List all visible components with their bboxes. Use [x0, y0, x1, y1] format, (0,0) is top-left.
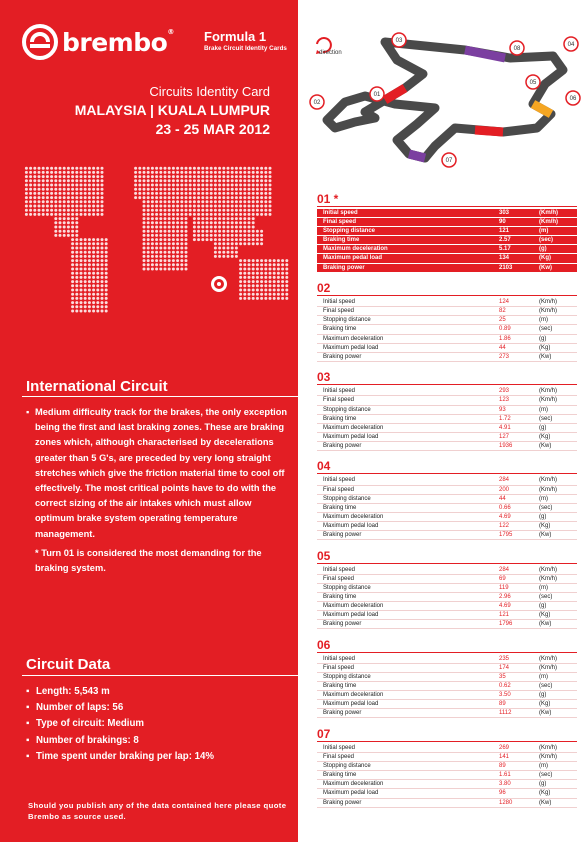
turn-marker [392, 33, 406, 47]
circuit-data-item: ▪ Length: 5,543 m [26, 684, 214, 700]
turn-title: 04 [317, 459, 331, 474]
row-value: 124 [499, 299, 510, 306]
row-value: 5.17 [499, 246, 511, 253]
row-label: Braking power [323, 710, 362, 717]
row-value: 1.61 [499, 772, 511, 779]
row-value: 90 [499, 219, 506, 226]
row-label: Stopping distance [323, 495, 371, 502]
row-unit: (sec) [539, 326, 553, 333]
bullet-icon: ▪ [26, 702, 30, 714]
location-pin-icon [211, 276, 227, 292]
row-unit: (Kw) [539, 710, 552, 717]
table-row [317, 762, 577, 771]
table-row [317, 753, 577, 762]
table-row [317, 673, 577, 682]
circuit-note: * Turn 01 is considered the most demanding for the braking system. [35, 548, 262, 574]
brembo-logo-icon [22, 24, 58, 60]
row-label: Stopping distance [323, 406, 371, 413]
row-value: 4.69 [499, 603, 511, 609]
turn-table [317, 727, 577, 808]
row-label: Maximum pedal load [323, 790, 379, 797]
table-row [317, 700, 577, 709]
row-label: Maximum pedal load [323, 612, 379, 619]
turn-marker-label: 08 [513, 46, 521, 53]
row-value: 44 [499, 344, 506, 351]
row-value: 174 [499, 664, 510, 671]
table-row [317, 387, 577, 396]
row-unit: (Kg) [539, 522, 551, 529]
table-row [317, 476, 577, 485]
row-label: Braking power [323, 799, 362, 806]
row-value: 93 [499, 406, 506, 413]
row-value: 1112 [499, 710, 512, 717]
table-row [317, 344, 577, 353]
row-label: Stopping distance [323, 673, 371, 680]
row-value: 0.89 [499, 326, 511, 333]
braking-zone-4 [409, 154, 425, 158]
row-label: Braking power [323, 442, 362, 449]
row-unit: (Km/h) [539, 299, 557, 306]
row-unit: (Km/h) [539, 566, 557, 573]
row-unit: (g) [539, 246, 547, 253]
row-label: Braking time [323, 772, 357, 779]
row-value: 284 [499, 566, 510, 573]
row-label: Maximum deceleration [323, 246, 388, 253]
table-row [317, 780, 577, 789]
row-label: Stopping distance [323, 763, 371, 770]
row-unit: (g) [539, 424, 547, 431]
row-value: 293 [499, 388, 510, 395]
row-unit: (sec) [539, 415, 553, 422]
world-map [14, 160, 294, 340]
row-value: 141 [499, 754, 510, 761]
row-value: 284 [499, 477, 510, 484]
row-unit: (Km/h) [539, 388, 557, 395]
table-row [317, 236, 577, 245]
table-row [317, 513, 577, 522]
row-unit: (Kw) [539, 264, 552, 271]
row-label: Braking time [323, 326, 357, 333]
row-label: Braking time [323, 237, 360, 244]
row-value: 134 [499, 255, 510, 262]
row-unit: (m) [539, 495, 548, 502]
table-row [317, 655, 577, 664]
row-value: 0.62 [499, 683, 511, 690]
row-label: Final speed [323, 397, 355, 404]
table-row [317, 264, 577, 273]
row-unit: (Km/h) [539, 664, 557, 671]
row-unit: (Km/h) [539, 655, 557, 662]
table-row [317, 593, 577, 602]
turn-table [317, 370, 577, 451]
row-label: Braking time [323, 683, 357, 690]
table-row [317, 789, 577, 798]
row-value: 121 [499, 228, 510, 235]
turn-title: 01 * [317, 192, 339, 206]
turn-title: 05 [317, 548, 331, 563]
table-row [317, 575, 577, 584]
row-unit: (g) [539, 781, 547, 788]
row-value: 69 [499, 575, 506, 582]
table-row [317, 522, 577, 531]
row-unit: (Km/h) [539, 754, 557, 761]
turn-title: 02 [317, 281, 331, 296]
direction-indicator [316, 38, 342, 56]
row-value: 2103 [499, 264, 513, 271]
series-title: Formula 1 [204, 29, 267, 44]
brand-name: brembo® [62, 27, 174, 57]
row-label: Braking time [323, 504, 357, 511]
table-row [317, 396, 577, 405]
circuit-data-divider [22, 675, 298, 676]
braking-zone-3 [533, 104, 551, 114]
row-unit: (g) [539, 603, 547, 609]
turn-table [317, 638, 577, 719]
table-row [317, 620, 577, 629]
circuit-data-item: ▪ Time spent under braking per lap: 14% [26, 749, 214, 765]
row-unit: (Km/h) [539, 210, 558, 216]
table-row [317, 325, 577, 334]
table-row [317, 307, 577, 316]
table-row [317, 209, 577, 218]
turn-divider [317, 741, 577, 742]
table-row [317, 335, 577, 344]
row-unit: (Kg) [539, 701, 551, 708]
row-unit: (m) [539, 406, 548, 413]
turn-marker [442, 153, 456, 167]
circuit-description-text: Medium difficulty track for the brakes, the only exception being the first and last braking zones. These are braking zones which, although characterised by decelerations greater than 5 G's, are preceded by very long straight stretches which give the friction material time to cool off effectively. The most critical points have to do with the correct sizing of the air intakes which must allow optimum brake system operating temperature management. [35, 407, 288, 539]
row-label: Final speed [323, 664, 355, 671]
row-value: 1795 [499, 532, 513, 539]
row-unit: (g) [539, 335, 547, 342]
row-value: 122 [499, 522, 510, 529]
publication-notice: Should you publish any of the data contained here please quote Brembo as source used. [28, 801, 287, 821]
row-value: 35 [499, 673, 506, 680]
row-unit: (Kg) [539, 612, 551, 619]
row-value: 89 [499, 763, 506, 770]
row-value: 2.57 [499, 237, 511, 244]
table-row [317, 353, 577, 362]
table-row [317, 566, 577, 575]
row-unit: (m) [539, 228, 549, 235]
row-label: Maximum deceleration [323, 335, 384, 342]
row-label: Initial speed [323, 744, 356, 751]
circuit-data-item: ▪ Number of laps: 56 [26, 700, 214, 716]
row-unit: (sec) [539, 504, 553, 511]
turn-marker [564, 37, 578, 51]
row-unit: (Kw) [539, 442, 552, 449]
bullet-icon: ▪ [26, 407, 30, 417]
table-row [317, 406, 577, 415]
row-label: Maximum deceleration [323, 603, 384, 609]
turn-divider [317, 563, 577, 564]
table-row [317, 664, 577, 673]
row-unit: (sec) [539, 237, 554, 244]
table-row [317, 691, 577, 700]
row-label: Final speed [323, 575, 355, 582]
row-unit: (m) [539, 673, 548, 680]
row-label: Initial speed [323, 388, 356, 395]
row-label: Initial speed [323, 210, 358, 216]
row-value: 89 [499, 701, 506, 708]
row-unit: (Km/h) [539, 575, 557, 582]
row-value: 1.72 [499, 415, 511, 422]
row-label: Maximum deceleration [323, 424, 384, 431]
table-row [317, 298, 577, 307]
circuit-data-list [26, 684, 214, 765]
row-value: 2.96 [499, 593, 511, 600]
row-label: Final speed [323, 754, 355, 761]
bullet-icon: ▪ [26, 718, 30, 730]
track-outline [327, 42, 563, 158]
row-value: 269 [499, 744, 510, 751]
turn-divider [317, 652, 577, 653]
row-value: 119 [499, 584, 509, 591]
row-value: 121 [499, 612, 510, 619]
circuit-data-heading: Circuit Data [26, 656, 111, 673]
turn-marker [370, 87, 384, 101]
row-unit: (Kw) [539, 621, 552, 628]
row-value: 1796 [499, 621, 513, 628]
bullet-icon: ▪ [26, 734, 30, 746]
turn-divider [317, 384, 577, 385]
row-value: 44 [499, 495, 506, 502]
row-unit: (m) [539, 763, 548, 770]
row-label: Stopping distance [323, 228, 376, 235]
row-value: 273 [499, 353, 510, 360]
table-row [317, 245, 577, 254]
row-value: 96 [499, 790, 506, 797]
turn-title: 07 [317, 726, 331, 741]
row-label: Braking power [323, 621, 362, 628]
turn-marker-label: 03 [395, 38, 403, 45]
row-label: Stopping distance [323, 584, 371, 591]
row-value: 4.69 [499, 513, 511, 520]
turn-title: 03 [317, 370, 331, 385]
table-row [317, 486, 577, 495]
row-label: Initial speed [323, 299, 356, 306]
row-label: Braking power [323, 264, 365, 271]
braking-zone-5 [475, 130, 503, 132]
row-label: Braking time [323, 593, 357, 600]
row-value: 1936 [499, 442, 513, 449]
row-unit: (g) [539, 692, 547, 699]
turn-marker-label: 06 [569, 96, 577, 103]
row-label: Final speed [323, 219, 357, 226]
row-unit: (sec) [539, 772, 553, 779]
row-unit: (Km/h) [539, 744, 557, 751]
row-label: Initial speed [323, 566, 356, 573]
turn-marker [310, 95, 324, 109]
row-label: Maximum deceleration [323, 513, 384, 520]
table-row [317, 744, 577, 753]
row-unit: (sec) [539, 593, 553, 600]
table-row [317, 495, 577, 504]
table-row [317, 433, 577, 442]
card-dates: 23 - 25 MAR 2012 [155, 121, 270, 137]
turn-marker-label: 01 [373, 92, 381, 99]
row-label: Maximum pedal load [323, 433, 379, 440]
turn-table [317, 281, 577, 362]
row-value: 82 [499, 308, 506, 315]
turn-tables [317, 192, 577, 816]
row-unit: (g) [539, 513, 547, 520]
row-value: 1.86 [499, 335, 511, 342]
row-unit: (Km/h) [539, 219, 558, 226]
row-unit: (Kg) [539, 344, 551, 351]
row-value: 3.50 [499, 692, 511, 699]
table-row [317, 584, 577, 593]
table-row [317, 611, 577, 620]
row-label: Maximum pedal load [323, 344, 379, 351]
series-subtitle: Brake Circuit Identity Cards [204, 45, 287, 52]
table-row [317, 799, 577, 808]
row-value: 1280 [499, 799, 513, 806]
circuit-data-item: ▪ Number of brakings: 8 [26, 733, 214, 749]
turn-marker [510, 41, 524, 55]
row-unit: (Kw) [539, 532, 552, 539]
table-row [317, 771, 577, 780]
card-heading [0, 84, 270, 137]
turn-marker [526, 75, 540, 89]
circuit-data-item: ▪ Type of circuit: Medium [26, 716, 214, 732]
row-label: Initial speed [323, 655, 356, 662]
table-row [317, 682, 577, 691]
row-label: Maximum pedal load [323, 522, 379, 529]
row-label: Final speed [323, 486, 355, 493]
row-unit: (Kg) [539, 433, 551, 440]
row-value: 303 [499, 210, 510, 216]
row-value: 123 [499, 397, 510, 404]
table-row [317, 218, 577, 227]
table-row [317, 424, 577, 433]
turn-divider [317, 206, 577, 207]
table-row [317, 602, 577, 611]
row-label: Maximum deceleration [323, 692, 384, 699]
turn-table [317, 459, 577, 540]
turn-divider [317, 473, 577, 474]
table-row [317, 227, 577, 236]
turn-marker-label: 07 [445, 158, 453, 165]
turn-title: 06 [317, 637, 331, 652]
turn-marker-label: 02 [313, 100, 321, 107]
row-value: 4.91 [499, 424, 511, 431]
row-unit: (Kw) [539, 799, 552, 806]
braking-zone-1 [385, 88, 405, 100]
row-unit: (m) [539, 584, 548, 591]
table-row [317, 415, 577, 424]
row-label: Final speed [323, 308, 355, 315]
row-label: Maximum pedal load [323, 701, 379, 708]
table-row [317, 709, 577, 718]
table-row [317, 254, 577, 263]
circuit-heading: International Circuit [26, 378, 168, 395]
row-value: 127 [499, 433, 510, 440]
row-unit: (sec) [539, 683, 553, 690]
turn-table [317, 192, 577, 273]
row-value: 235 [499, 655, 510, 662]
row-label: Initial speed [323, 477, 356, 484]
turn-marker-label: 05 [529, 80, 537, 87]
bullet-icon: ▪ [26, 750, 30, 762]
row-unit: (Kw) [539, 353, 552, 360]
card-location: MALAYSIA | KUALA LUMPUR [74, 102, 270, 118]
row-value: 3.80 [499, 781, 511, 788]
braking-zone-2 [465, 50, 505, 58]
row-unit: (Km/h) [539, 486, 557, 493]
row-label: Maximum pedal load [323, 255, 383, 262]
row-unit: (m) [539, 317, 548, 324]
turn-marker-label: 04 [567, 42, 575, 49]
row-unit: (Km/h) [539, 477, 557, 484]
circuit-divider [22, 396, 298, 397]
bullet-icon: ▪ [26, 686, 30, 697]
card-title: Circuits Identity Card [149, 84, 270, 99]
row-label: Braking power [323, 532, 362, 539]
table-row [317, 442, 577, 451]
row-unit: (Kg) [539, 790, 551, 797]
turn-marker [566, 91, 580, 105]
row-unit: (Kg) [539, 255, 551, 262]
row-value: 25 [499, 317, 506, 324]
table-row [317, 504, 577, 513]
row-label: Braking time [323, 415, 357, 422]
circuit-description [26, 405, 288, 542]
row-label: Braking power [323, 353, 362, 360]
row-label: Maximum deceleration [323, 781, 384, 788]
row-value: 200 [499, 486, 510, 493]
row-value: 0.66 [499, 504, 511, 511]
direction-label: direction [319, 50, 342, 56]
table-row [317, 316, 577, 325]
row-label: Stopping distance [323, 317, 371, 324]
row-unit: (Km/h) [539, 308, 557, 315]
track-map [305, 28, 583, 176]
turn-table [317, 549, 577, 630]
table-row [317, 531, 577, 540]
brembo-logo [22, 24, 174, 60]
row-unit: (Km/h) [539, 397, 557, 404]
turn-divider [317, 295, 577, 296]
